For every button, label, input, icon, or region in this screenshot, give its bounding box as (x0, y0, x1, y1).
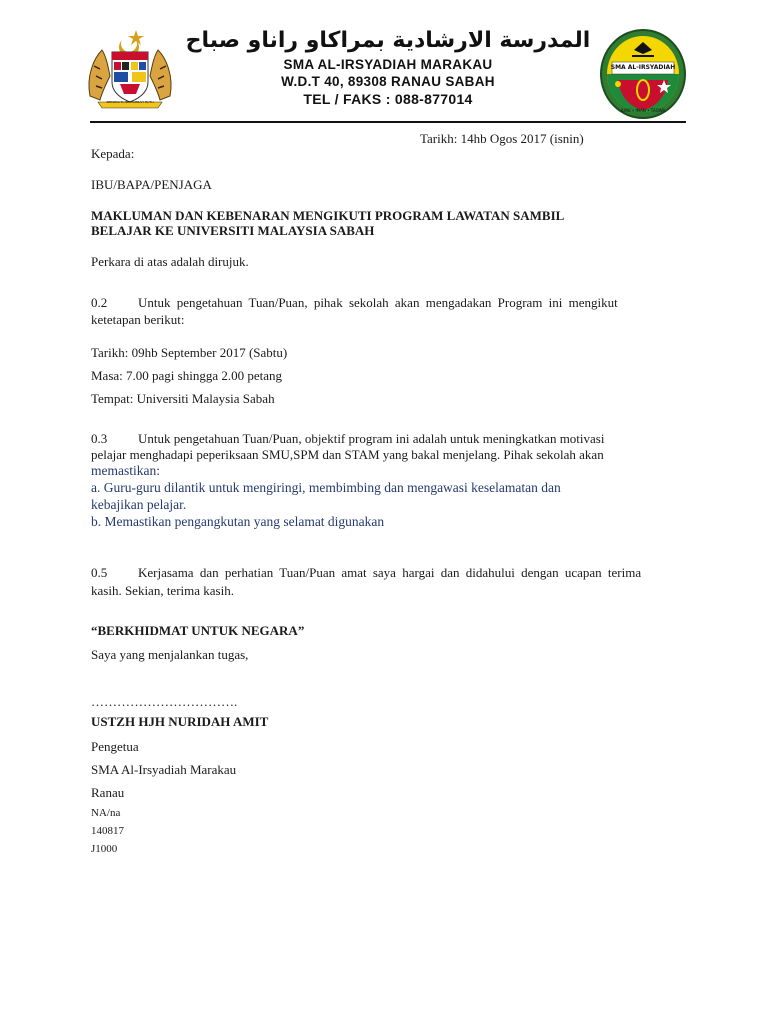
reference-code-1: NA/na (91, 807, 121, 819)
recipient: IBU/BAPA/PENJAGA (91, 177, 212, 192)
program-place: Tempat: Universiti Malaysia Sabah (91, 391, 275, 406)
signatory-title: Pengetua (91, 739, 139, 754)
para-03-line-3: memastikan: (91, 463, 160, 478)
para-02-line-1: Untuk pengetahuan Tuan/Puan, pihak sekolah akan mengadakan Program ini mengikut (138, 295, 618, 310)
signatory-name: USTZH HJH NURIDAH AMIT (91, 714, 269, 729)
para-03-line-1: Untuk pengetahuan Tuan/Puan, objektif program ini adalah untuk meningkatkan motivasi (138, 431, 605, 446)
signature-line: ……………………………. (91, 694, 238, 709)
para-05-line-1: Kerjasama dan perhatian Tuan/Puan amat saya hargai dan didahului dengan ucapan terima (138, 565, 642, 580)
motto: “BERKHIDMAT UNTUK NEGARA” (91, 623, 305, 638)
subject-line-1: MAKLUMAN DAN KEBENARAN MENGIKUTI PROGRAM LAWATAN SAMBIL (91, 208, 565, 223)
letter-date: Tarikh: 14hb Ogos 2017 (isnin) (420, 131, 584, 146)
reference-code-3: J1000 (91, 843, 118, 855)
item-b: b. Memastikan pengangkutan yang selamat digunakan (91, 514, 385, 529)
to-label: Kepada: (91, 146, 135, 161)
crest-motto: BERSEKUTU BERTAMBAH MUTU (106, 100, 154, 104)
item-a-line-1: a. Guru-guru dilantik untuk mengiringi, membimbing dan mengawasi keselamatan dan (91, 480, 561, 495)
school-logo-motto: ILMU • IMAN • TAQWA (620, 108, 666, 113)
reference-code-2: 140817 (91, 825, 124, 837)
closing-line: Saya yang menjalankan tugas, (91, 647, 249, 662)
letterhead-contact: TEL / FAKS : 088-877014 (303, 91, 473, 107)
para-03-line-2: pelajar menghadapi peperiksaan SMU,SPM dan STAM yang bakal menjelang. Pihak sekolah akan (91, 447, 604, 462)
signatory-school: SMA Al-Irsyadiah Marakau (91, 762, 237, 777)
coat-of-arms-logo (84, 26, 176, 110)
header-divider (90, 121, 686, 123)
para-02-number: 0.2 (91, 295, 108, 310)
para-05-line-2: kasih. Sekian, terima kasih. (91, 583, 234, 598)
school-logo (598, 28, 688, 120)
program-date: Tarikh: 09hb September 2017 (Sabtu) (91, 345, 288, 360)
reference-line: Perkara di atas adalah dirujuk. (91, 254, 249, 269)
para-02-line-2: ketetapan berikut: (91, 312, 185, 327)
letterhead-arabic-name: المدرسة الارشادية بمراكاو راناو صباح (185, 28, 591, 53)
para-05-number: 0.5 (91, 565, 108, 580)
signatory-town: Ranau (91, 785, 125, 800)
letterhead-school-name: SMA AL-IRSYADIAH MARAKAU (283, 57, 493, 72)
program-time: Masa: 7.00 pagi shingga 2.00 petang (91, 368, 282, 383)
letterhead-address: W.D.T 40, 89308 RANAU SABAH (281, 74, 495, 89)
school-logo-text: SMA AL-IRSYADIAH (610, 64, 676, 71)
item-a-line-2: kebajikan pelajar. (91, 497, 187, 512)
para-03-number: 0.3 (91, 431, 108, 446)
subject-line-2: BELAJAR KE UNIVERSITI MALAYSIA SABAH (91, 223, 375, 238)
